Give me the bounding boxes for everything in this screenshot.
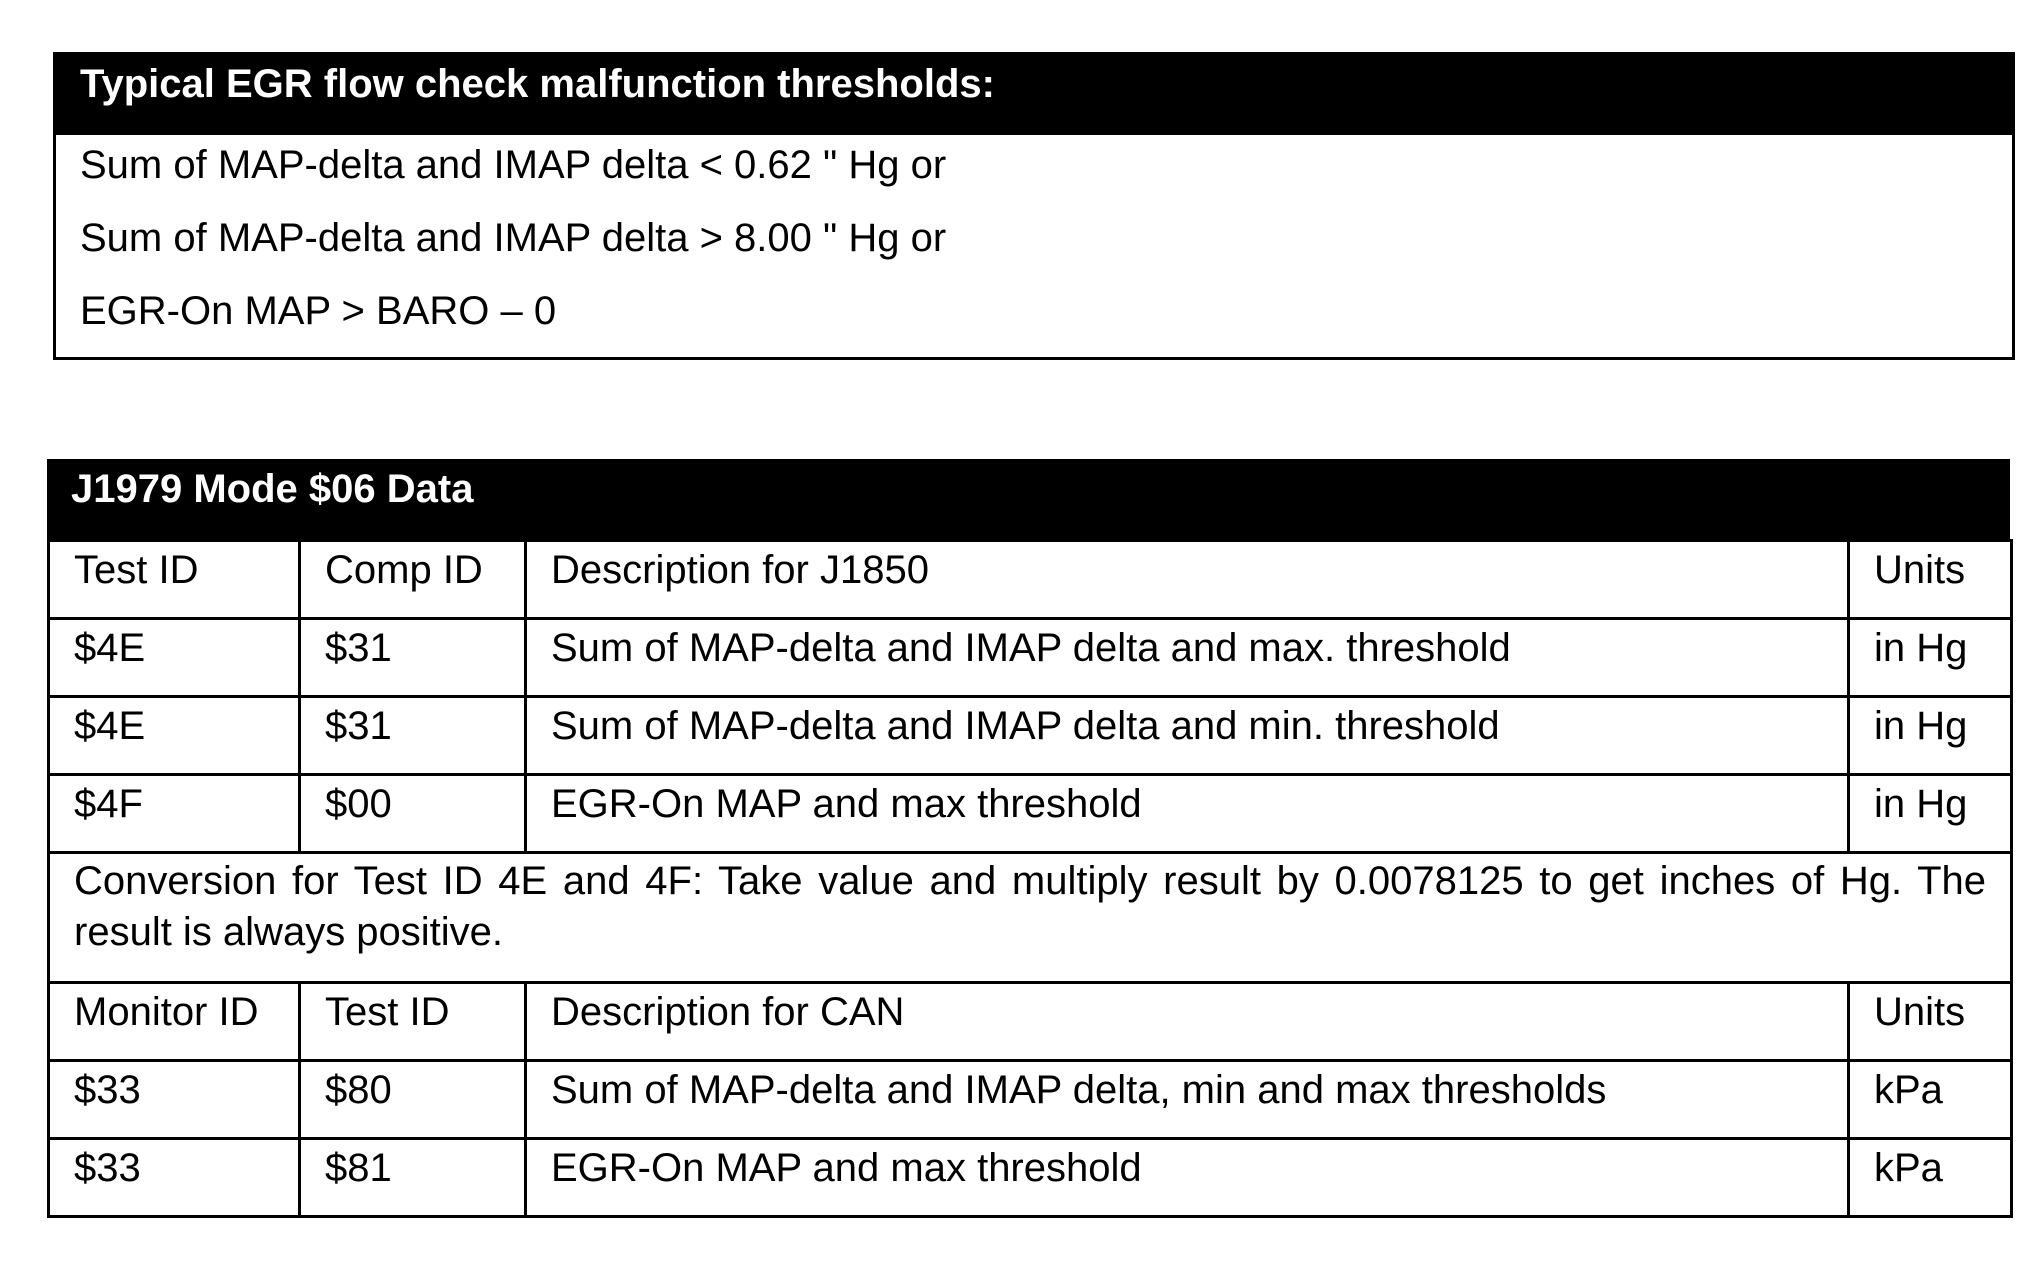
egr-thresholds-box: [53, 52, 2015, 360]
thresholds-title: Typical EGR flow check malfunction thresholds:: [56, 55, 2012, 135]
header-cell: Units: [1849, 541, 2012, 619]
mode06-title: J1979 Mode $06 Data: [47, 459, 2010, 539]
table-cell: $81: [300, 1139, 526, 1217]
table-cell: Sum of MAP-delta and IMAP delta, min and max thresholds: [526, 1061, 1849, 1139]
table-cell: $31: [300, 619, 526, 697]
table-header-row: [49, 983, 2012, 1061]
table-cell: $00: [300, 775, 526, 853]
header-cell: Units: [1849, 983, 2012, 1061]
table-row: [49, 1061, 2012, 1139]
header-cell: Description for CAN: [526, 983, 1849, 1061]
table-cell: in Hg: [1849, 697, 2012, 775]
header-cell: Monitor ID: [49, 983, 300, 1061]
table-header-row: [49, 541, 2012, 619]
table-cell: EGR-On MAP and max threshold: [526, 775, 1849, 853]
table-cell: in Hg: [1849, 619, 2012, 697]
table-cell: $31: [300, 697, 526, 775]
table-cell: Sum of MAP-delta and IMAP delta and min. threshold: [526, 697, 1849, 775]
threshold-line: Sum of MAP-delta and IMAP delta > 8.00 " Hg or: [80, 216, 947, 260]
table-cell: kPa: [1849, 1061, 2012, 1139]
header-cell: Test ID: [300, 983, 526, 1061]
table-cell: kPa: [1849, 1139, 2012, 1217]
table-row: [49, 697, 2012, 775]
threshold-line: Sum of MAP-delta and IMAP delta < 0.62 " Hg or: [80, 143, 947, 187]
table-cell: in Hg: [1849, 775, 2012, 853]
table-row: [49, 775, 2012, 853]
header-cell: Description for J1850: [526, 541, 1849, 619]
table-cell: $33: [49, 1139, 300, 1217]
table-cell: Sum of MAP-delta and IMAP delta and max. threshold: [526, 619, 1849, 697]
table-cell: $33: [49, 1061, 300, 1139]
conversion-note: Conversion for Test ID 4E and 4F: Take value and multiply result by 0.0078125 to get inches of Hg. The result is always positive.: [49, 853, 2012, 983]
mode06-grid: [47, 539, 2013, 1218]
table-row: [49, 619, 2012, 697]
table-cell: $4E: [49, 697, 300, 775]
conversion-note-row: [49, 853, 2012, 983]
table-cell: $4E: [49, 619, 300, 697]
threshold-line: EGR-On MAP > BARO – 0: [80, 289, 557, 333]
table-cell: EGR-On MAP and max threshold: [526, 1139, 1849, 1217]
table-row: [49, 1139, 2012, 1217]
header-cell: Comp ID: [300, 541, 526, 619]
mode06-data-table: [47, 459, 2010, 1221]
header-cell: Test ID: [49, 541, 300, 619]
table-cell: $80: [300, 1061, 526, 1139]
table-cell: $4F: [49, 775, 300, 853]
